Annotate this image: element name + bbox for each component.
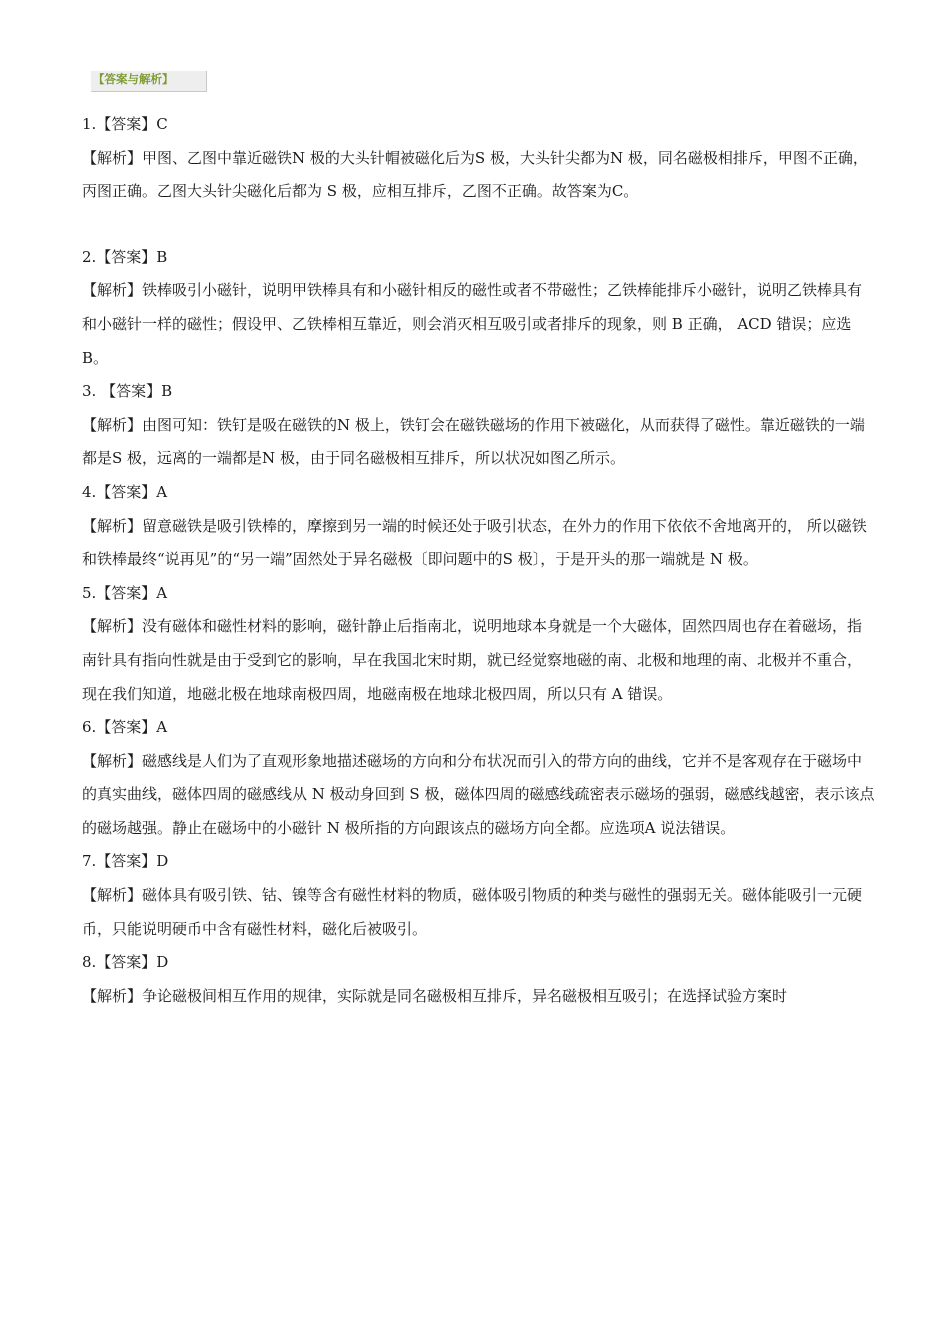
analysis-5: 【解析】没有磁体和磁性材料的影响，磁针静止后指南北，说明地球本身就是一个大磁体，固然四周也存在着磁场，指南针具有指向性就是由于受到它的影响，早在我国北宋时期，就已经觉察地磁的南、北极和地理的南、北极并不重合，现在我们知道，地磁北极在地球南极四周，地磁南极在地球北极四周，所以只有 A 错误。 [82,617,863,703]
answer-2: 2.【答案】B [82,247,168,266]
analysis-4: 【解析】留意磁铁是吸引铁棒的，摩擦到另一端的时候还处于吸引状态，在外力的作用下依依不舍地离开的， 所以磁铁和铁棒最终“说再见”的“另一端”固然处于异名磁极〔即问题中的S 极〕，于是开头的那一端就是 N 极。 [82,516,867,569]
answer-8: 8.【答案】D [82,953,169,972]
answer-4: 4.【答案】A [82,482,168,501]
analysis-2: 【解析】铁棒吸引小磁针，说明甲铁棒具有和小磁针相反的磁性或者不带磁性；乙铁棒能排斥小磁针，说明乙铁棒具有和小磁针一样的磁性；假设甲、乙铁棒相互靠近，则会消灭相互吸引或者排斥的现象，则 B 正确， ACD 错误；应选B。 [82,281,863,367]
analysis-3: 【解析】由图可知：铁钉是吸在磁铁的N 极上，铁钉会在磁铁磁场的作用下被磁化，从而获得了磁性。靠近磁铁的一端都是S 极，远离的一端都是N 极，由于同名磁极相互排斥，所以状况如图乙所示。 [82,415,865,468]
answer-5: 5.【答案】A [82,583,168,602]
answers-content [82,108,875,1013]
answer-7: 7.【答案】D [82,852,169,871]
blank-line [82,209,875,241]
answer-6: 6.【答案】A [82,718,168,737]
answers-section-tag: 【答案与解析】 [91,71,207,92]
answer-3: 3. 【答案】B [82,382,173,401]
analysis-6: 【解析】磁感线是人们为了直观形象地描述磁场的方向和分布状况而引入的带方向的曲线，它并不是客观存在于磁场中的真实曲线，磁体四周的磁感线从 N 极动身回到 S 极，磁体四周的磁感线疏密表示磁场的强弱，磁感线越密，表示该点的磁场越强。静止在磁场中的小磁针 N 极所指的方向跟该点的磁场方向全都。应选项A 说法错误。 [82,751,875,837]
answer-1: 1.【答案】C [82,115,168,133]
analysis-1: 【解析】甲图、乙图中靠近磁铁N 极的大头针帽被磁化后为S 极，大头针尖都为N 极，同名磁极相排斥，甲图不正确，丙图正确。乙图大头针尖磁化后都为 S 极，应相互排斥，乙图不正确。故答案为C。 [82,148,868,201]
analysis-7: 【解析】磁体具有吸引铁、钴、镍等含有磁性材料的物质，磁体吸引物质的种类与磁性的强弱无关。磁体能吸引一元硬币，只能说明硬币中含有磁性材料，磁化后被吸引。 [82,886,863,938]
analysis-8: 【解析】争论磁极间相互作用的规律，实际就是同名磁极相互排斥，异名磁极相互吸引；在选择试验方案时 [82,986,788,1005]
